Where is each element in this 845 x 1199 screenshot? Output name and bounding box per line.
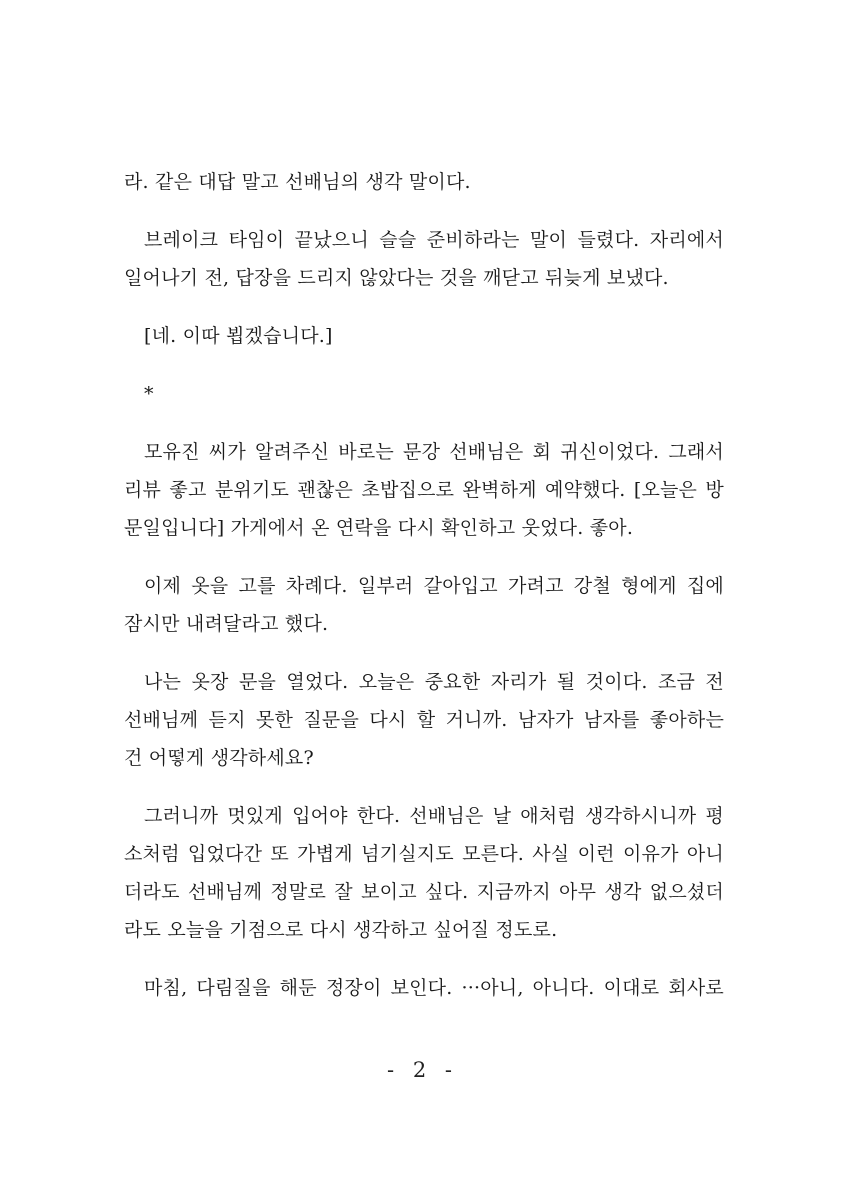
- paragraph-gap: [124, 297, 724, 317]
- paragraph-5: [124, 433, 724, 547]
- body-text: [124, 163, 724, 1007]
- page-number: - 2 -: [387, 1058, 458, 1082]
- paragraph-gap: [124, 413, 724, 433]
- paragraph-2: [124, 221, 724, 297]
- scene-break: [124, 375, 724, 413]
- paragraph-gap: [124, 949, 724, 969]
- text-line: 나는 옷장 문을 열었다. 오늘은 중요한 자리가 될 것이다. 조금 전: [144, 671, 724, 693]
- scene-break-asterisk: *: [144, 383, 154, 405]
- text-line: 일어나기 전, 답장을 드리지 않았다는 것을 깨닫고 뒤늦게 보냈다.: [124, 267, 669, 289]
- text-line: 소처럼 입었다간 또 가볍게 넘기실지도 모른다. 사실 이런 이유가 아니: [124, 843, 724, 865]
- paragraph-7: [124, 663, 724, 777]
- text-line: 더라도 선배님께 정말로 잘 보이고 싶다. 지금까지 아무 생각 없으셨더: [124, 881, 724, 903]
- text-line: 라. 같은 대답 말고 선배님의 생각 말이다.: [124, 171, 471, 193]
- paragraph-gap: [124, 547, 724, 567]
- paragraph-gap: [124, 201, 724, 221]
- paragraph-6: [124, 567, 724, 643]
- text-line: 브레이크 타임이 끝났으니 슬슬 준비하라는 말이 들렸다. 자리에서: [144, 229, 724, 251]
- text-line: 선배님께 듣지 못한 질문을 다시 할 거니까. 남자가 남자를 좋아하는: [124, 709, 724, 731]
- text-line: 그러니까 멋있게 입어야 한다. 선배님은 날 애처럼 생각하시니까 평: [144, 805, 724, 827]
- paragraph-gap: [124, 643, 724, 663]
- text-line: 모유진 씨가 알려주신 바로는 문강 선배님은 회 귀신이었다. 그래서: [144, 441, 724, 463]
- paragraph-3: [124, 317, 724, 355]
- paragraph-8: [124, 797, 724, 949]
- text-line: 건 어떻게 생각하세요?: [124, 747, 314, 769]
- text-line: 리뷰 좋고 분위기도 괜찮은 초밥집으로 완벽하게 예약했다. [오늘은 방: [124, 479, 724, 501]
- text-line: 라도 오늘을 기점으로 다시 생각하고 싶어질 정도로.: [124, 919, 558, 941]
- text-line: 문일입니다] 가게에서 온 연락을 다시 확인하고 웃었다. 좋아.: [124, 517, 634, 539]
- paragraph-1: [124, 163, 724, 201]
- text-line: 마침, 다림질을 해둔 정장이 보인다. ···아니, 아니다. 이대로 회사로: [144, 977, 724, 999]
- paragraph-9: [124, 969, 724, 1007]
- paragraph-gap: [124, 355, 724, 375]
- text-line: 이제 옷을 고를 차례다. 일부러 갈아입고 가려고 강철 형에게 집에: [144, 575, 724, 597]
- text-line: 잠시만 내려달라고 했다.: [124, 613, 329, 635]
- paragraph-gap: [124, 777, 724, 797]
- text-line: [네. 이따 뵙겠습니다.]: [144, 325, 333, 347]
